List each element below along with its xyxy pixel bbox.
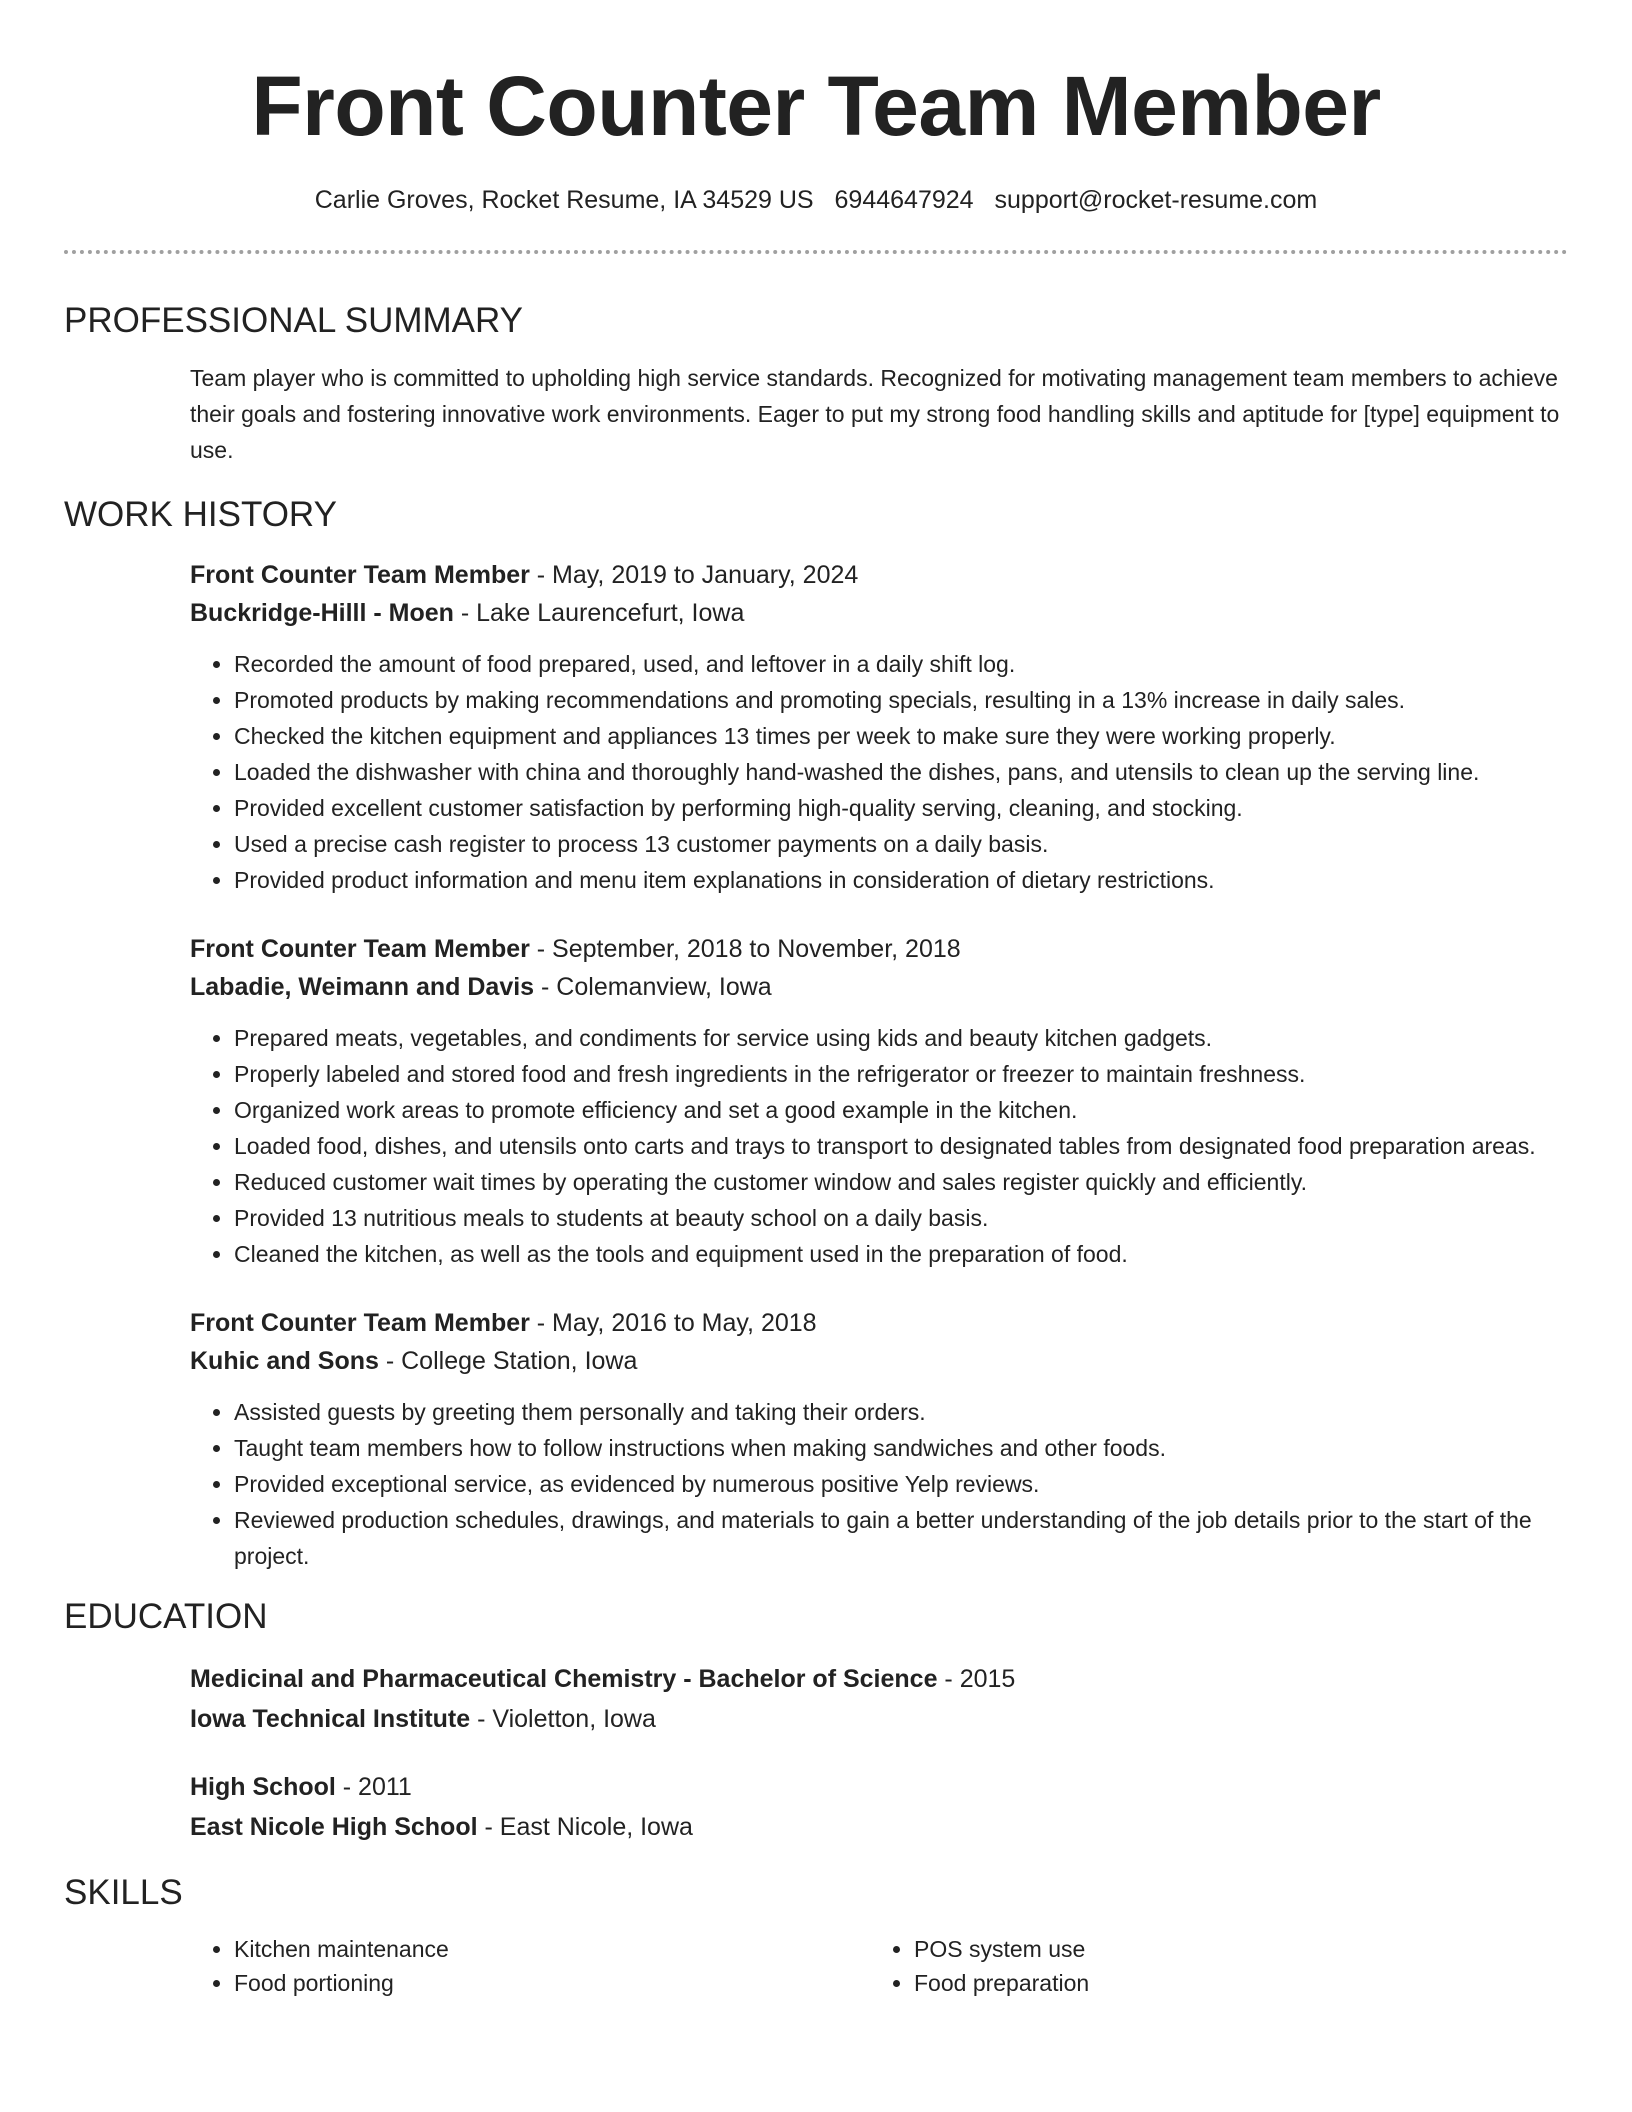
job-entry [190,1304,1568,1574]
education-school-line [190,1700,1568,1738]
education-year: - 2015 [937,1665,1016,1693]
education-heading: EDUCATION [64,1597,268,1636]
education-entry [190,1660,1568,1738]
resume-page [64,0,1568,2000]
job-company-line [190,1342,1568,1380]
resume-title: Front Counter Team Member [251,59,1381,153]
job-dates: - September, 2018 to November, 2018 [529,935,961,963]
education-degree-line [190,1768,1568,1806]
summary-heading: PROFESSIONAL SUMMARY [64,301,523,340]
list-item: • Provided 13 nutritious meals to students at beauty school on a daily basis. [234,1200,1568,1236]
job-bullets [190,1394,1568,1574]
contact-phone[interactable]: 6944647924 [834,186,974,214]
skills-column-left [190,1932,870,2000]
skills-list [870,1932,1550,2000]
job-role-line [190,556,1568,594]
summary-text: Team player who is committed to upholding high service standards. Recognized for motivating management team members to achieve their goals and fostering innovative work environments. Eager to put my strong food handling skills and aptitude for [type] equipment to use. [190,365,1560,463]
job-company-line [190,968,1568,1006]
job-bullets [190,1020,1568,1272]
job-role-line [190,1304,1568,1342]
job-role: Front Counter Team Member [190,935,530,963]
job-company: Buckridge-Hilll - Moen [190,599,454,627]
job-role: Front Counter Team Member [190,1309,530,1337]
job-company: Kuhic and Sons [190,1347,379,1375]
list-item: • Provided exceptional service, as evidenced by numerous positive Yelp reviews. [234,1466,1568,1502]
job-dates: - May, 2016 to May, 2018 [529,1309,817,1337]
list-item: • Promoted products by making recommendations and promoting specials, resulting in a 13% increase in daily sales. [234,682,1568,718]
job-location: - Colemanview, Iowa [534,973,772,1001]
header-divider [64,250,1568,254]
list-item: • Recorded the amount of food prepared, used, and leftover in a daily shift log. [234,646,1568,682]
list-item: • Provided product information and menu item explanations in consideration of dietary restrictions. [234,862,1568,898]
skills-grid [190,1932,1568,2000]
education-degree: High School [190,1773,336,1801]
job-company: Labadie, Weimann and Davis [190,973,535,1001]
list-item: • Taught team members how to follow instructions when making sandwiches and other foods. [234,1430,1568,1466]
contact-line [64,184,1568,216]
list-item: • Reduced customer wait times by operating the customer window and sales register quickly and efficiently. [234,1164,1568,1200]
list-item: • Provided excellent customer satisfaction by performing high-quality serving, cleaning, and stocking. [234,790,1568,826]
education-degree: Medicinal and Pharmaceutical Chemistry - Bachelor of Science [190,1665,938,1693]
education-school: East Nicole High School [190,1813,478,1841]
work-history-heading: WORK HISTORY [64,495,337,534]
list-item: • Loaded food, dishes, and utensils onto carts and trays to transport to designated tables from designated food preparation areas. [234,1128,1568,1164]
list-item: • Loaded the dishwasher with china and thoroughly hand-washed the dishes, pans, and utensils to clean up the serving line. [234,754,1568,790]
job-company-line [190,594,1568,632]
list-item: • Prepared meats, vegetables, and condiments for service using kids and beauty kitchen gadgets. [234,1020,1568,1056]
education-year: - 2011 [335,1773,412,1801]
skills-heading: SKILLS [64,1873,183,1912]
job-entry [190,556,1568,898]
list-item: • Cleaned the kitchen, as well as the tools and equipment used in the preparation of food. [234,1236,1568,1272]
skills-column-right [870,1932,1550,2000]
list-item: • Organized work areas to promote efficiency and set a good example in the kitchen. [234,1092,1568,1128]
list-item: • Kitchen maintenance [234,1932,870,1966]
list-item: • Checked the kitchen equipment and appliances 13 times per week to make sure they were working properly. [234,718,1568,754]
list-item: • Used a precise cash register to process 13 customer payments on a daily basis. [234,826,1568,862]
contact-address: Carlie Groves, Rocket Resume, IA 34529 US [314,186,814,214]
list-item: • Food portioning [234,1966,870,2000]
education-school-line [190,1808,1568,1846]
education-degree-line [190,1660,1568,1698]
skills-list [190,1932,870,2000]
contact-email[interactable]: support@rocket-resume.com [994,186,1318,214]
job-dates: - May, 2019 to January, 2024 [529,561,859,589]
job-role-line [190,930,1568,968]
job-entry [190,930,1568,1272]
job-location: - Lake Laurencefurt, Iowa [453,599,745,627]
list-item: • Assisted guests by greeting them personally and taking their orders. [234,1394,1568,1430]
list-item: • Reviewed production schedules, drawings, and materials to gain a better understanding of the job details prior to the start of the project. [234,1502,1568,1574]
list-item: • POS system use [914,1932,1550,1966]
job-bullets [190,646,1568,898]
list-item: • Properly labeled and stored food and fresh ingredients in the refrigerator or freezer to maintain freshness. [234,1056,1568,1092]
education-entry [190,1768,1568,1846]
education-location: - East Nicole, Iowa [477,1813,693,1841]
list-item: • Food preparation [914,1966,1550,2000]
education-location: - Violetton, Iowa [470,1705,656,1733]
education-school: Iowa Technical Institute [190,1705,471,1733]
job-role: Front Counter Team Member [190,561,530,589]
job-location: - College Station, Iowa [378,1347,638,1375]
